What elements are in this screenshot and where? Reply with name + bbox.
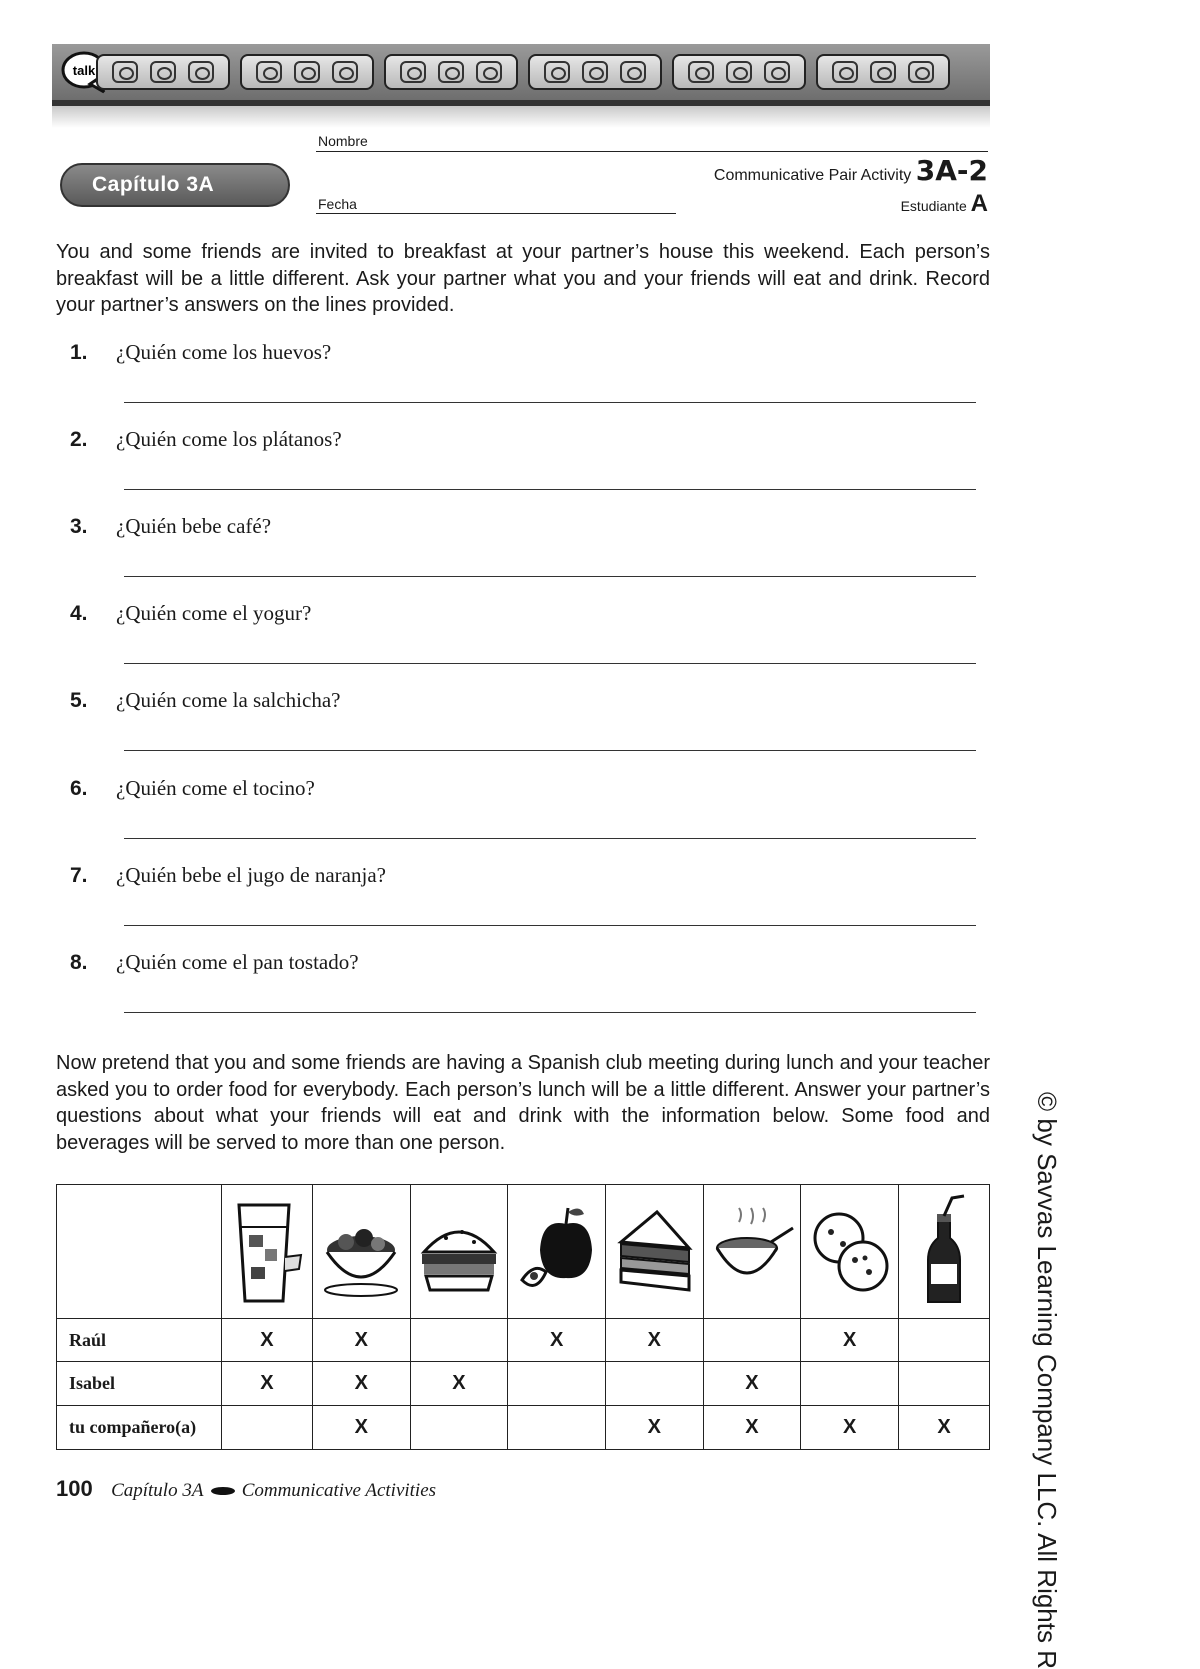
- sandwich-icon: [605, 1185, 703, 1319]
- icon-row: [57, 1185, 990, 1319]
- nombre-label: Nombre: [318, 133, 368, 149]
- student-label: [901, 190, 988, 218]
- mark-cell: [508, 1406, 606, 1450]
- answer-line-1[interactable]: [124, 402, 976, 403]
- mark-cell: [410, 1319, 508, 1362]
- answer-line-6[interactable]: [124, 838, 976, 839]
- soup-icon: [703, 1185, 801, 1319]
- answer-line-7[interactable]: [124, 925, 976, 926]
- divider-icon: [210, 1486, 236, 1496]
- cookies-icon: [801, 1185, 899, 1319]
- corner-cell: [57, 1185, 222, 1319]
- banner-pattern: [96, 54, 950, 90]
- row-name: tu compañero(a): [57, 1406, 222, 1450]
- table-row: [57, 1406, 990, 1450]
- table-row: [57, 1362, 990, 1406]
- question-3: 3. ¿Quién bebe café?: [70, 514, 272, 538]
- mark-cell: [703, 1319, 801, 1362]
- svg-text:talk: talk: [72, 63, 96, 78]
- activity-number: 3A-2: [915, 154, 988, 187]
- fecha-label: Fecha: [318, 196, 357, 212]
- mark-cell: X: [312, 1362, 410, 1406]
- mark-cell: [898, 1319, 989, 1362]
- question-7: 7. ¿Quién bebe el jugo de naranja?: [70, 863, 386, 887]
- mark-cell: X: [222, 1362, 313, 1406]
- answer-line-5[interactable]: [124, 750, 976, 751]
- table-row: [57, 1319, 990, 1362]
- answer-line-4[interactable]: [124, 663, 976, 664]
- mark-cell: X: [508, 1319, 606, 1362]
- page-footer: [56, 1476, 436, 1502]
- lunch-table: [56, 1184, 990, 1450]
- mark-cell: [801, 1362, 899, 1406]
- intro-paragraph: You and some friends are invited to breakfast at your partner’s house this weekend. Each person’s breakfast will be a little different. Ask your partner what you and your friends will eat and drink. Record your partner’s answers on the lines provided.: [56, 241, 990, 316]
- mark-cell: X: [222, 1319, 313, 1362]
- nombre-line: [316, 151, 988, 152]
- copyright-notice: © by Savvas Learning Company LLC. All Rights R: [1032, 1092, 1062, 1669]
- mark-cell: X: [703, 1406, 801, 1450]
- hamburger-icon: [410, 1185, 508, 1319]
- mark-cell: X: [801, 1319, 899, 1362]
- question-8: 8. ¿Quién come el pan tostado?: [70, 950, 359, 974]
- mark-cell: X: [703, 1362, 801, 1406]
- activity-label: Communicative Pair Activity: [713, 167, 912, 184]
- mark-cell: [605, 1362, 703, 1406]
- mark-cell: X: [410, 1362, 508, 1406]
- fecha-line: [316, 213, 676, 214]
- footer-chapter: Capítulo 3A: [111, 1480, 204, 1501]
- question-6: 6. ¿Quién come el tocino?: [70, 776, 315, 800]
- mark-cell: [222, 1406, 313, 1450]
- lunch-paragraph: Now pretend that you and some friends are having a Spanish club meeting during lunch and your teacher asked you to order food for everybody. Each person’s lunch will be a little different. Answer your partner’s questions about what your friends will eat and drink with the information below. Some food and beverages will be served to more than one person.: [56, 1052, 990, 1154]
- mark-cell: [410, 1406, 508, 1450]
- activity-title: [714, 154, 988, 187]
- student-text: Estudiante: [900, 198, 967, 214]
- soda-bottle-icon: [898, 1185, 989, 1319]
- mark-cell: X: [605, 1406, 703, 1450]
- row-name: Raúl: [57, 1319, 222, 1362]
- mark-cell: [508, 1362, 606, 1406]
- question-1: 1. ¿Quién come los huevos?: [70, 340, 332, 364]
- mark-cell: X: [312, 1406, 410, 1450]
- footer-section: Communicative Activities: [241, 1480, 437, 1501]
- page-number: 100: [56, 1476, 93, 1501]
- mark-cell: X: [312, 1319, 410, 1362]
- chapter-badge: Capítulo 3A: [60, 163, 290, 207]
- answer-line-3[interactable]: [124, 576, 976, 577]
- apple-icon: [508, 1185, 606, 1319]
- mark-cell: X: [898, 1406, 989, 1450]
- student-letter: A: [970, 190, 988, 217]
- iced-tea-icon: [222, 1185, 313, 1319]
- row-name: Isabel: [57, 1362, 222, 1406]
- mark-cell: X: [605, 1319, 703, 1362]
- banner-shadow: [52, 106, 990, 128]
- answer-line-8[interactable]: [124, 1012, 976, 1013]
- question-4: 4. ¿Quién come el yogur?: [70, 601, 312, 625]
- question-5: 5. ¿Quién come la salchicha?: [70, 688, 341, 712]
- mark-cell: [898, 1362, 989, 1406]
- question-2: 2. ¿Quién come los plátanos?: [70, 427, 342, 451]
- mark-cell: X: [801, 1406, 899, 1450]
- salad-icon: [312, 1185, 410, 1319]
- answer-line-2[interactable]: [124, 489, 976, 490]
